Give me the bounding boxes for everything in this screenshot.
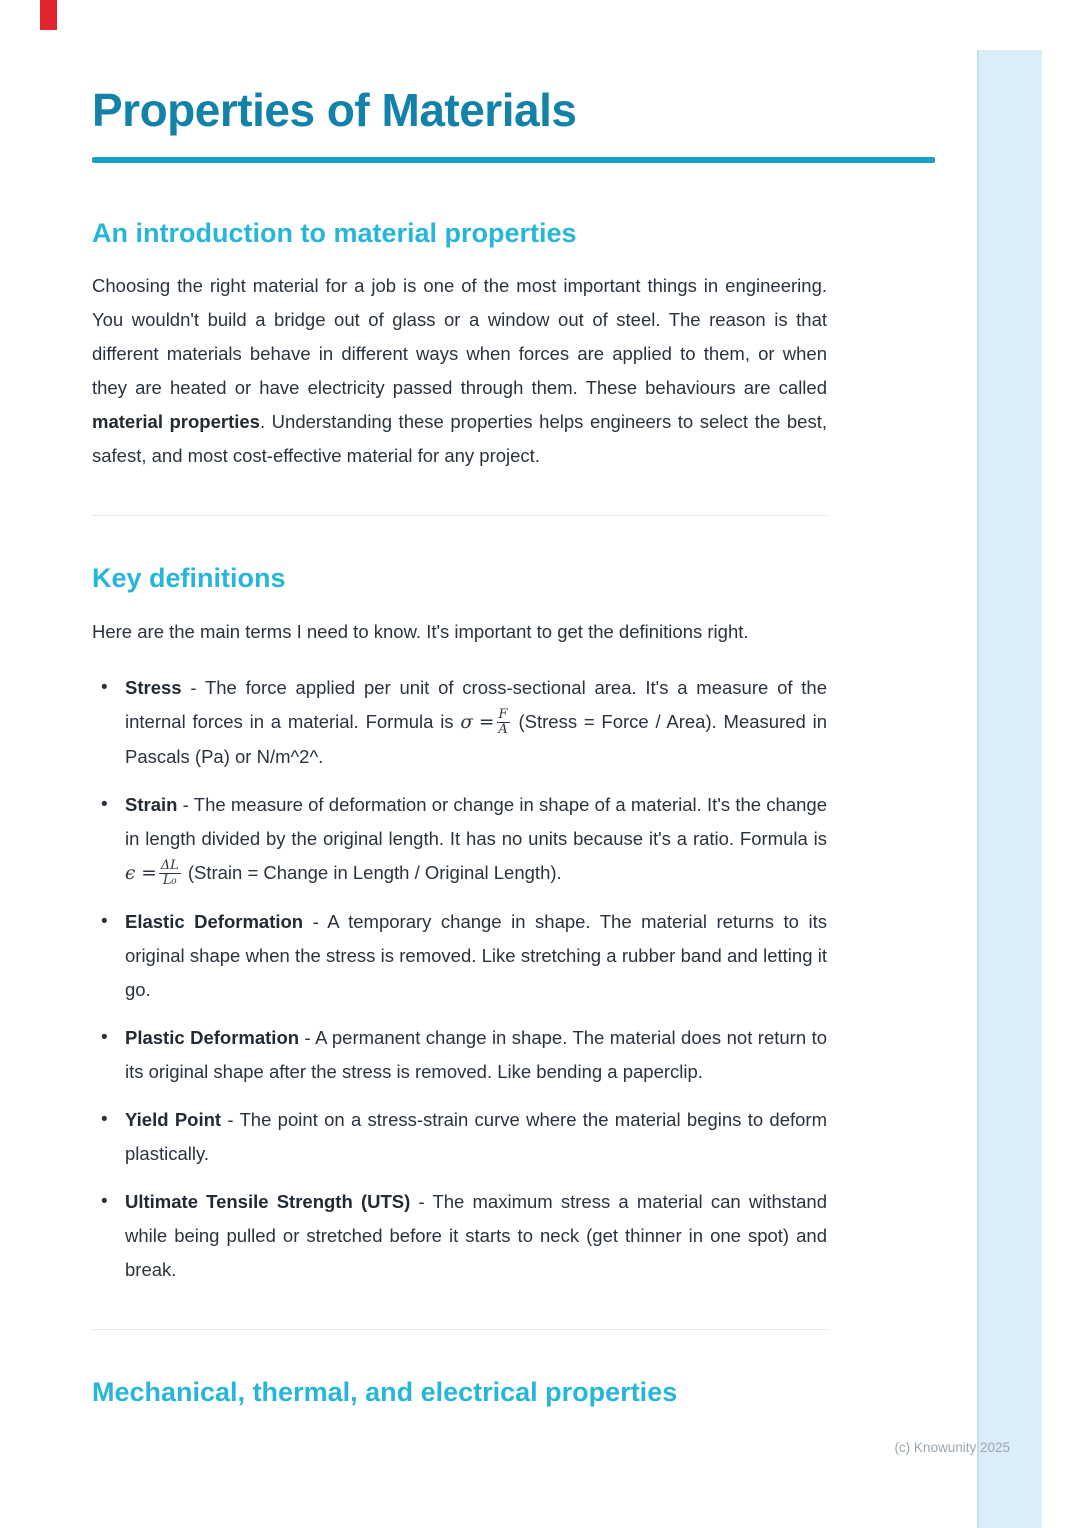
definition-item: • Yield Point - The point on a stress-strain curve where the material begins to deform plastically. [92,1103,827,1171]
copyright-watermark: (c) Knowunity 2025 [894,1440,1010,1455]
introduction-paragraph: Choosing the right material for a job is one of the most important things in engineering. You wouldn't build a bridge out of glass or a window out of steel. The reason is that different materials behave in different ways when forces are applied to them, or when they are heated or have electricity passed through them. These behaviours are called material properties. Understanding these properties helps engineers to select the best, safest, and most cost-effective material for any project. [92,275,827,467]
bookmark-ribbon [40,0,57,30]
section-heading-key-definitions: Key definitions [92,563,286,594]
definition-term: Strain [125,793,178,815]
definitions-intro-paragraph: Here are the main terms I need to know. It's important to get the definitions right. [92,620,749,642]
section-divider [92,515,827,516]
definition-term: Stress [125,676,182,698]
section-heading-properties: Mechanical, thermal, and electrical properties [92,1376,678,1407]
definition-term: Elastic Deformation [125,910,304,932]
side-panel [977,50,1042,1528]
bold-term: material properties [92,411,260,433]
definitions-list [92,671,827,1287]
title-underline [92,157,935,163]
definition-term: Plastic Deformation [125,1026,300,1048]
section-heading-introduction: An introduction to material properties [92,217,577,248]
definition-item: • Strain - The measure of deformation or change in shape of a material. It's the change in length divided by the original length. It has no units because it's a ratio. Formula is ϵ = $\frac{\Delta L}{\text{L₀}}$ (Strain = Change in Length / Original Length). [92,788,827,891]
definition-item: • Plastic Deformation - A permanent change in shape. The material does not return to its original shape after the stress is removed. Like bending a paperclip. [92,1021,827,1089]
definition-item: • Stress - The force applied per unit of cross-sectional area. It's a measure of the internal forces in a material. Formula is σ = $\frac{F}{A}$ (Stress = Force / Area). Measured in Pascals (Pa) or N/m^2^. [92,671,827,774]
definition-term: Ultimate Tensile Strength (UTS) [125,1190,411,1212]
inline-formula: ϵ = $\frac{\Delta L}{\text{L₀}}$ [125,857,179,889]
document-content [92,84,935,1408]
definition-item: • Elastic Deformation - A temporary change in shape. The material returns to its original shape when the stress is removed. Like stretching a rubber band and letting it go. [92,905,827,1007]
definition-term: Yield Point [125,1108,222,1130]
page-title: Properties of Materials [92,84,577,136]
definition-item: • Ultimate Tensile Strength (UTS) - The maximum stress a material can withstand while being pulled or stretched before it starts to neck (get thinner in one spot) and break. [92,1185,827,1287]
section-divider [92,1329,827,1330]
inline-formula: σ = $\frac{F}{A}$ [460,706,508,738]
